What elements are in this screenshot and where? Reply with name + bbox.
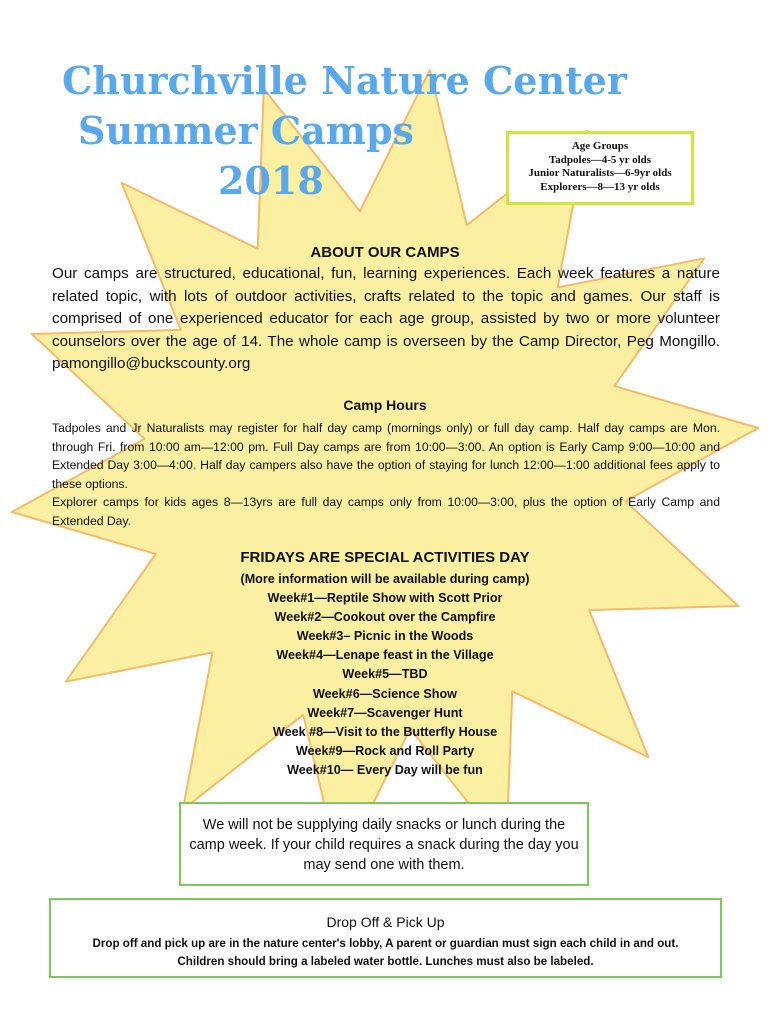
about-heading: ABOUT OUR CAMPS: [310, 244, 460, 261]
fridays-heading: FRIDAYS ARE SPECIAL ACTIVITIES DAY: [240, 549, 530, 566]
dropoff-line-1: Drop off and pick up are in the nature center's lobby, A parent or guardian must sign each child in and out.: [92, 937, 679, 950]
age-group-explorers: Explorers—8—13 yr olds: [540, 180, 660, 193]
week-item: Week#1—Reptile Show with Scott Prior: [267, 591, 503, 606]
camp-hours-paragraph-2: Explorer camps for kids ages 8—13yrs are full day camps only from 10:00—3:00, plus the option of Early Camp and Extended Day.: [52, 495, 720, 528]
dropoff-line-2: Children should bring a labeled water bottle. Lunches must also be labeled.: [177, 955, 594, 968]
age-groups-heading: Age Groups: [571, 140, 629, 152]
about-paragraph: Our camps are structured, educational, fun, learning experiences. Each week features a nature related topic, with lots of outdoor activities, crafts related to the topic and games. Our staff is comprised of one experienced educator for each age group, assisted by two or more volunteer counselors over the age of 14. The whole camp is overseen by the Camp Director, Peg Mongillo. pamongillo@buckscounty.org: [52, 265, 720, 372]
week-item: Week#6—Science Show: [313, 686, 457, 701]
age-groups-box: [506, 131, 694, 205]
fridays-note: (More information will be available during camp): [240, 572, 530, 586]
title-line-2: Summer Camps: [78, 108, 414, 153]
week-item: Week#10— Every Day will be fun: [287, 762, 483, 777]
week-item: Week#2—Cookout over the Campfire: [274, 610, 496, 625]
title-line-3: 2018: [218, 158, 324, 203]
camp-hours-text: [52, 419, 720, 531]
age-group-junior-naturalists: Junior Naturalists—6-9yr olds: [528, 167, 672, 179]
week-item: Week#9—Rock and Roll Party: [295, 743, 475, 758]
week-item: Week#4—Lenape feast in the Village: [276, 648, 494, 663]
week-item: Week#7—Scavenger Hunt: [307, 705, 463, 720]
week-item: Week#5—TBD: [342, 667, 428, 682]
dropoff-box: [49, 898, 722, 978]
snacks-notice-box: We will not be supplying daily snacks or lunch during the camp week. If your child requires a snack during the day you may send one with them.: [179, 802, 589, 886]
camp-hours-paragraph-1: Tadpoles and Jr Naturalists may register for half day camp (mornings only) or full day camp. Half day camps are Mon. through Fri. from 10:00 am—12:00 pm. Full Day camps are from 10:00—3:00. An option is Early Camp 9:00—10:00 and Extended Day 3:00—4:00. Half day campers also have the option of staying for lunch 12:00—1:00 additional fees apply to these options.: [52, 421, 720, 491]
title-line-1: Churchville Nature Center: [62, 58, 627, 103]
dropoff-text: [51, 931, 720, 971]
fridays-list: [0, 570, 770, 780]
camp-hours-heading: Camp Hours: [343, 397, 427, 413]
dropoff-heading: Drop Off & Pick Up: [326, 914, 445, 930]
week-item: Week#3– Picnic in the Woods: [296, 629, 474, 644]
age-group-tadpoles: Tadpoles—4-5 yr olds: [548, 153, 652, 166]
week-item: Week #8—Visit to the Butterfly House: [272, 724, 498, 739]
